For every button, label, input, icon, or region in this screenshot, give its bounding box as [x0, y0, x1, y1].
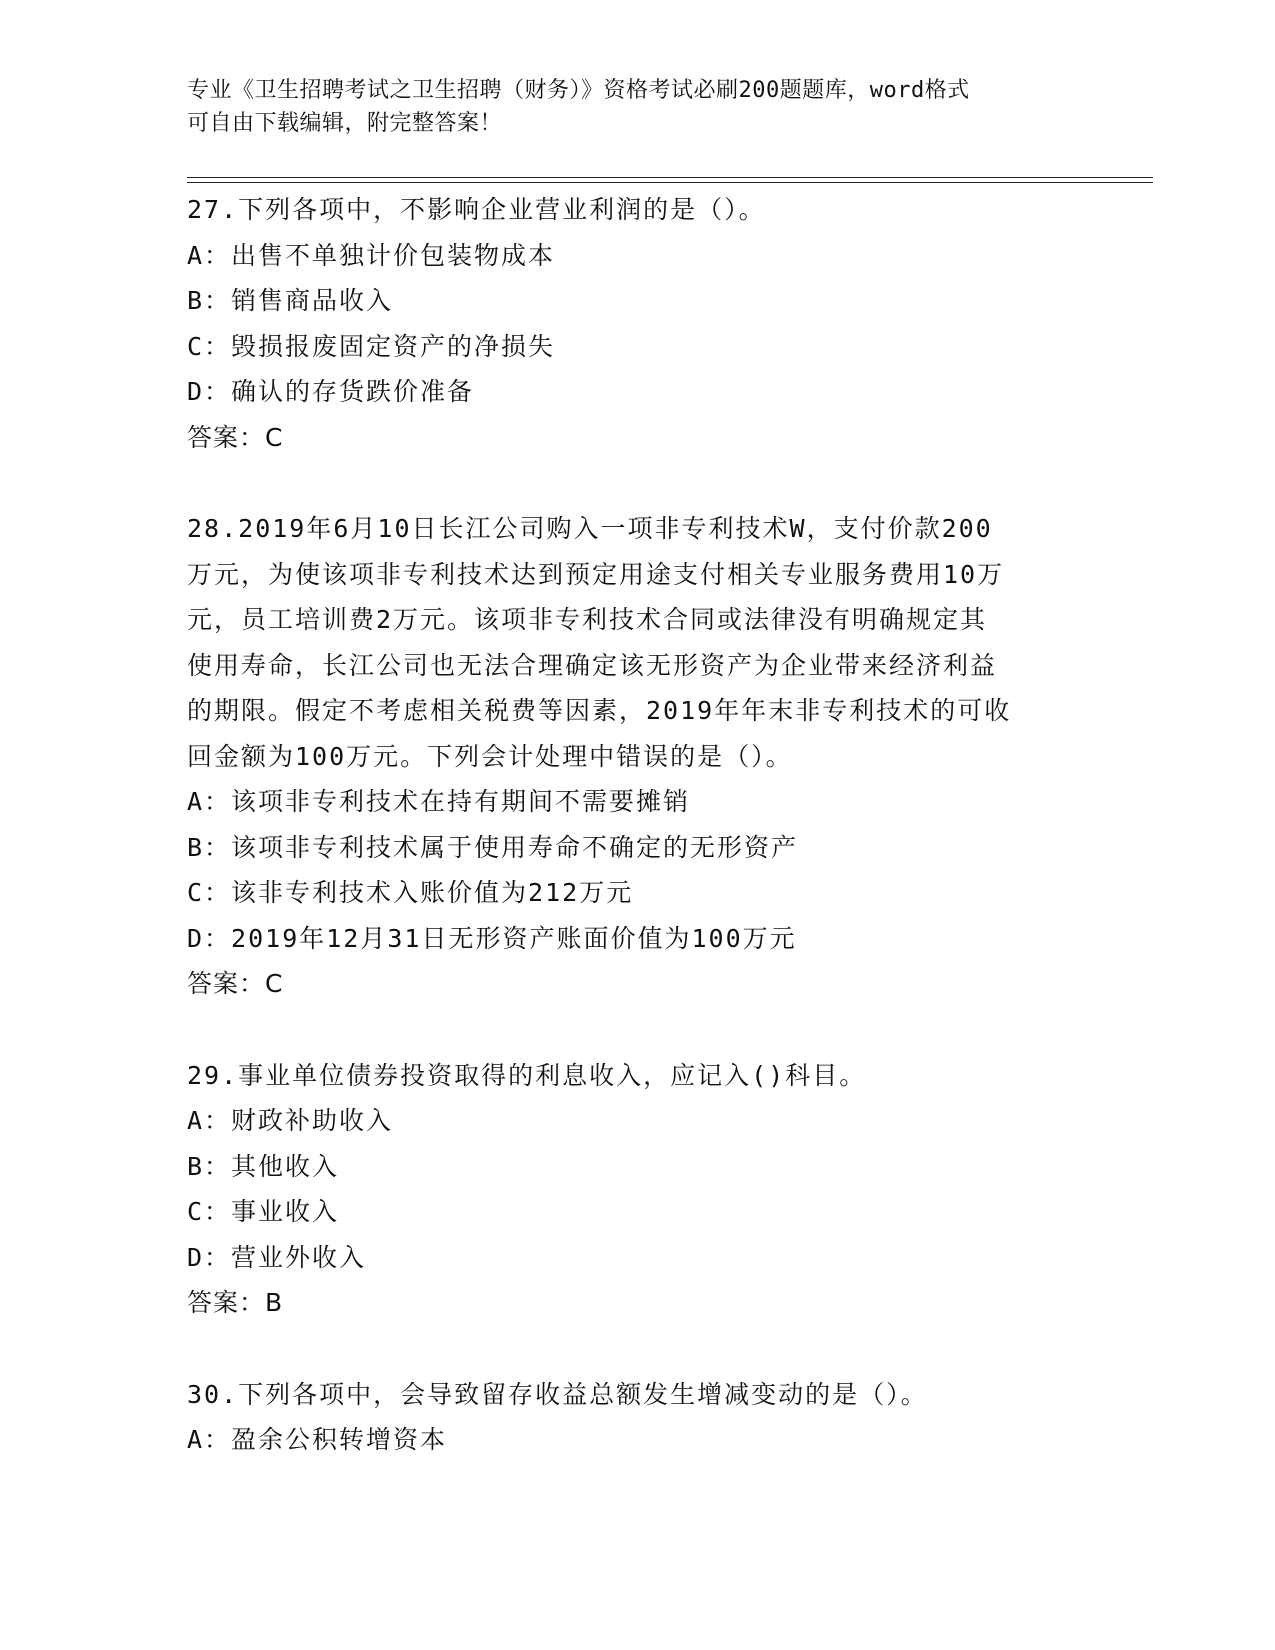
- header-divider-top: [187, 177, 1153, 178]
- option-c: C：毁损报废固定资产的净损失: [187, 331, 556, 361]
- question-stem: [187, 1053, 1087, 1099]
- question-stem: [187, 187, 1087, 233]
- question-stem-line: 万元，为使该项非专利技术达到预定用途支付相关专业服务费用10万: [187, 559, 1005, 589]
- header-line: 可自由下载编辑，附完整答案！: [187, 111, 503, 136]
- option-a: A：盈余公积转增资本: [187, 1425, 448, 1454]
- option-a: A：该项非专利技术在持有期间不需要摊销: [187, 787, 691, 816]
- question-list: [187, 187, 1087, 1509]
- answer-line: 答案：C: [187, 422, 284, 452]
- option-b: B：销售商品收入: [187, 286, 394, 315]
- option-d: D：确认的存货跌价准备: [187, 377, 475, 406]
- question-stem: [187, 506, 1087, 779]
- question-30: [187, 1372, 1087, 1463]
- option-c: C：该非专利技术入账价值为212万元: [187, 878, 634, 907]
- document-header: [187, 74, 1087, 140]
- option-d: D：2019年12月31日无形资产账面价值为100万元: [187, 923, 797, 953]
- option-b: B：该项非专利技术属于使用寿命不确定的无形资产: [187, 832, 799, 862]
- question-stem-line: 的期限。假定不考虑相关税费等因素，2019年年末非专利技术的可收: [187, 696, 1012, 725]
- question-stem: [187, 1372, 1087, 1418]
- question-stem-line: 使用寿命，长江公司也无法合理确定该无形资产为企业带来经济利益: [187, 650, 998, 680]
- option-a: A：财政补助收入: [187, 1106, 394, 1135]
- option-d: D：营业外收入: [187, 1242, 367, 1272]
- question-28: [187, 506, 1087, 1007]
- question-stem-line: 回金额为100万元。下列会计处理中错误的是（）。: [187, 741, 793, 771]
- answer-line: 答案：B: [187, 1288, 284, 1317]
- option-b: B：其他收入: [187, 1151, 340, 1181]
- question-stem-line: 28.2019年6月10日长江公司购入一项非专利技术W，支付价款200: [187, 514, 993, 543]
- header-divider-bottom: [187, 182, 1153, 183]
- header-line: 专业《卫生招聘考试之卫生招聘（财务）》资格考试必刷200题题库，word格式: [187, 78, 970, 103]
- question-stem-line: 27.下列各项中，不影响企业营业利润的是（）。: [187, 195, 766, 224]
- answer-line: 答案：C: [187, 969, 284, 998]
- question-stem-line: 元，员工培训费2万元。该项非专利技术合同或法律没有明确规定其: [187, 605, 988, 634]
- question-stem-line: 30.下列各项中，会导致留存收益总额发生增减变动的是（）。: [187, 1379, 928, 1409]
- question-29: [187, 1053, 1087, 1326]
- option-a: A：出售不单独计价包装物成本: [187, 240, 556, 270]
- question-27: [187, 187, 1087, 460]
- option-c: C：事业收入: [187, 1197, 340, 1226]
- question-stem-line: 29.事业单位债券投资取得的利息收入，应记入()科目。: [187, 1060, 867, 1090]
